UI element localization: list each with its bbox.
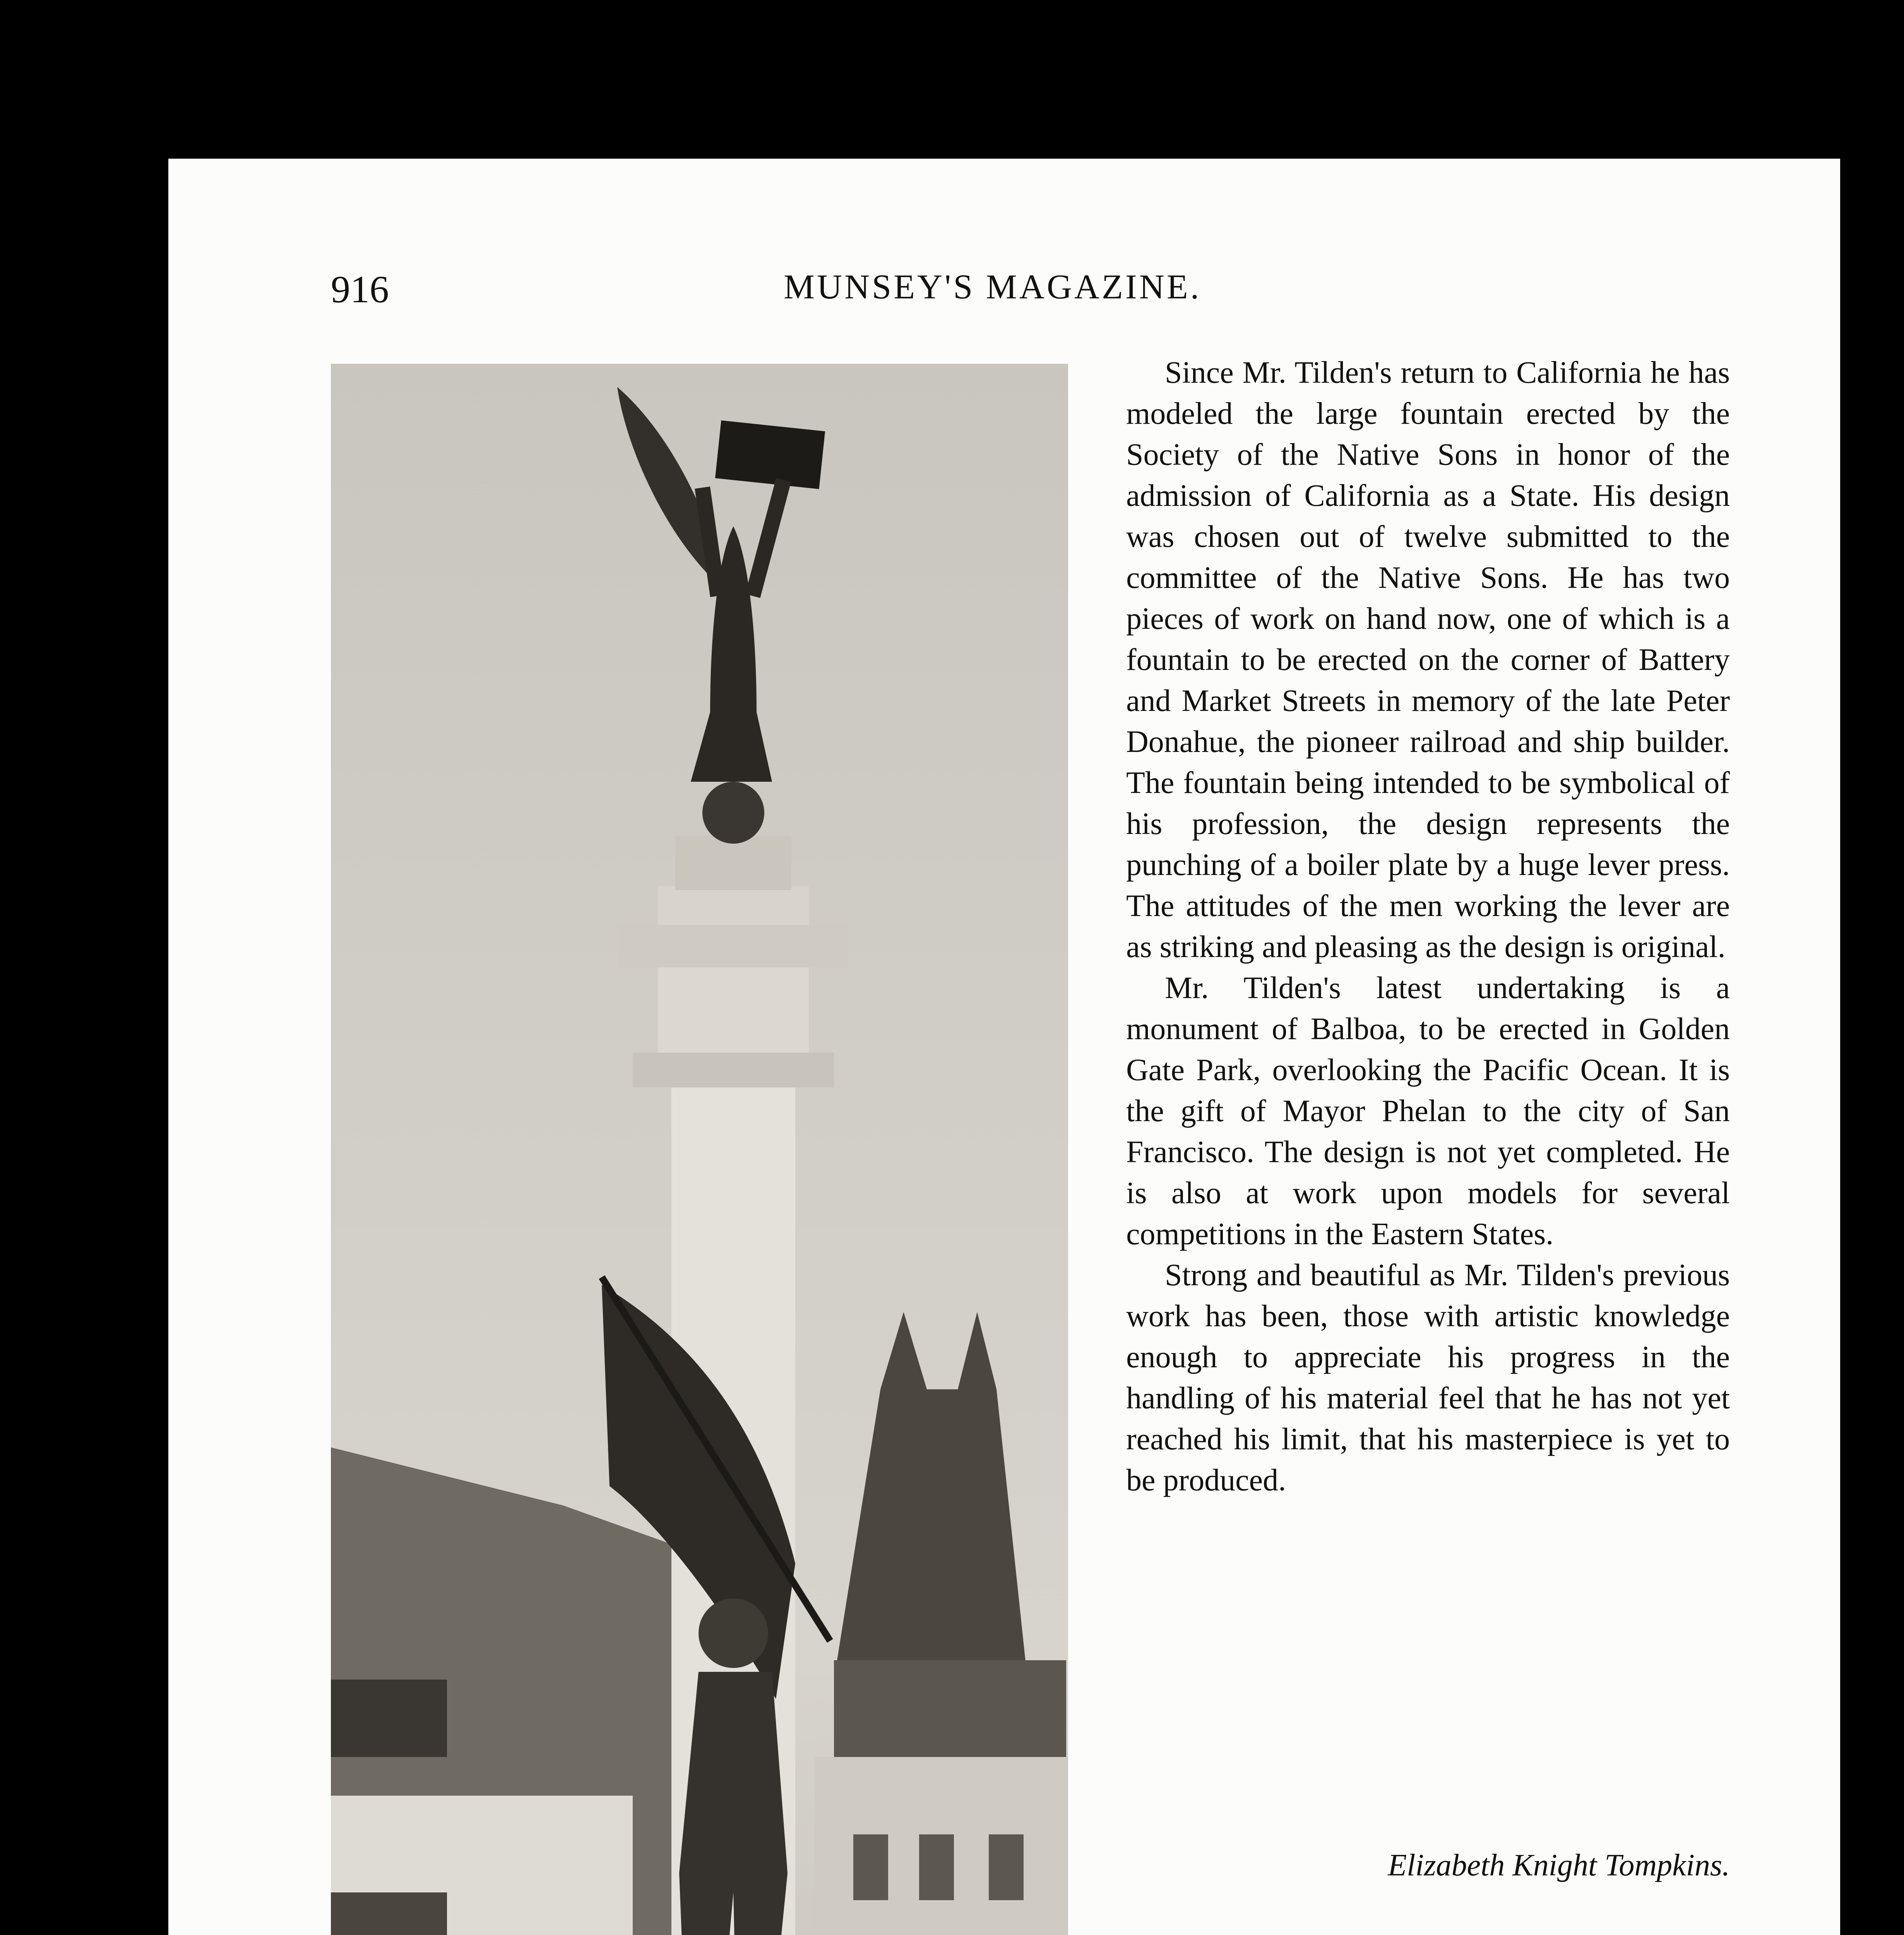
fountain-photo [331, 364, 1068, 1935]
running-head: MUNSEY'S MAGAZINE. [784, 268, 1202, 306]
article-paragraph: Since Mr. Tilden's return to California he has modeled the large fountain erected by the Society of the Native Sons in honor of the admission of California as a State. His design was chosen out of twelve submitted to the committee of the Native Sons. He has two pieces of work on hand now, one of which is a fountain to be erected on the corner of Battery and Market Streets in memory of the late Peter Donahue, the pioneer railroad and ship builder. The fountain being intended to be symbolical of his profession, the design represents the punching of a boiler plate by a huge lever press. The attitudes of the men working the lever are as striking and pleasing as the design is original. [1126, 356, 1730, 964]
article-byline: Elizabeth Knight Tompkins. [1388, 1848, 1730, 1882]
fountain-monument-photo-icon [331, 364, 1068, 1935]
article-paragraph: Strong and beautiful as Mr. Tilden's previous work has been, those with artistic knowledge enough to appreciate his progress in the handling of his material feel that he has not yet reached his limit, that his masterpiece is yet to be produced. [1126, 1258, 1730, 1497]
magazine-page [168, 159, 1840, 1935]
article-paragraph: Mr. Tilden's latest undertaking is a monument of Balboa, to be erected in Golden Gate Park, overlooking the Pacific Ocean. It is the gift of Mayor Phelan to the city of San Francisco. The design is not yet completed. He is also at work upon models for several competitions in the Eastern States. [1126, 971, 1730, 1251]
page-number: 916 [331, 268, 389, 311]
article-body [1126, 352, 1730, 1501]
